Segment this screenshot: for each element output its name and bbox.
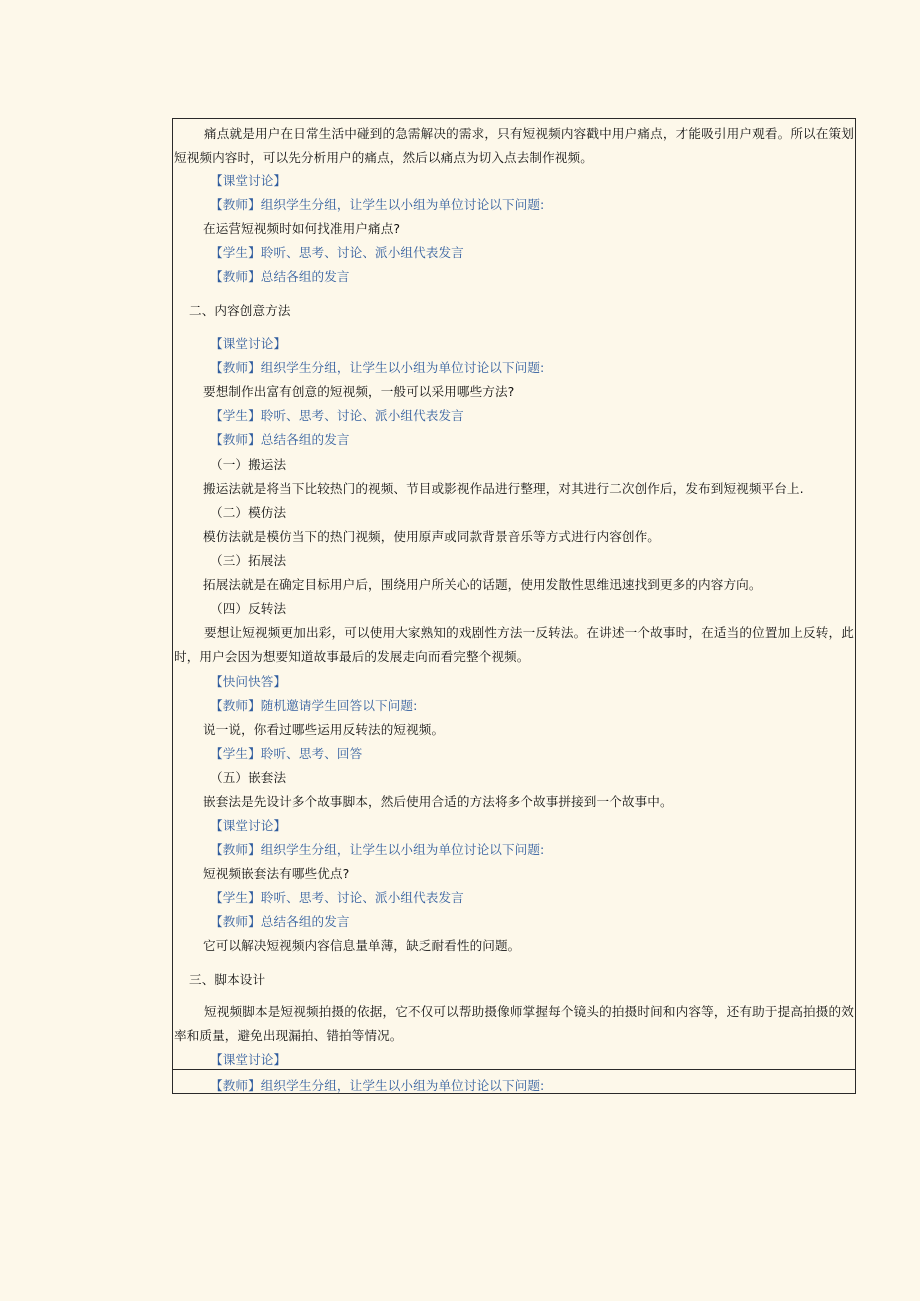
table-row-divider xyxy=(172,1069,856,1070)
discussion-question: 要想制作出富有创意的短视频，一般可以采用哪些方法? xyxy=(203,384,515,399)
note-teacher-task: 【教师】随机邀请学生回答以下问题: xyxy=(210,698,418,713)
method-description: 拓展法就是在确定目标用户后，围绕用户所关心的话题，使用发散性思维迅速找到更多的内容方向。 xyxy=(203,577,762,592)
note-student-activity: 【学生】聆听、思考、讨论、派小组代表发言 xyxy=(210,890,464,905)
note-teacher-task: 【教师】组织学生分组，让学生以小组为单位讨论以下问题: xyxy=(210,1078,545,1093)
section-heading: 三、脚本设计 xyxy=(189,972,266,987)
note-class-discussion: 【课堂讨论】 xyxy=(210,818,287,833)
subsection-heading: （四）反转法 xyxy=(210,601,287,616)
note-class-discussion: 【课堂讨论】 xyxy=(210,336,287,351)
discussion-answer: 它可以解决短视频内容信息量单薄，缺乏耐看性的问题。 xyxy=(203,938,521,953)
note-teacher-task: 【教师】组织学生分组，让学生以小组为单位讨论以下问题: xyxy=(210,197,545,212)
note-teacher-task: 【教师】组织学生分组，让学生以小组为单位讨论以下问题: xyxy=(210,842,545,857)
note-teacher-summary: 【教师】总结各组的发言 xyxy=(210,269,350,284)
note-student-activity: 【学生】聆听、思考、回答 xyxy=(210,746,363,761)
note-class-discussion: 【课堂讨论】 xyxy=(210,1052,287,1067)
paragraph-reversal-method: 要想让短视频更加出彩，可以使用大家熟知的戏剧性方法一反转法。在讲述一个故事时，在适当的位置加上反转，此时，用户会因为想要知道故事最后的发展走向而看完整个视频。 xyxy=(174,625,854,664)
note-teacher-summary: 【教师】总结各组的发言 xyxy=(210,432,350,447)
method-description: 搬运法就是将当下比较热门的视频、节目或影视作品进行整理，对其进行二次创作后，发布到短视频平台上. xyxy=(203,481,804,496)
subsection-heading: （一）搬运法 xyxy=(210,457,287,472)
note-student-activity: 【学生】聆听、思考、讨论、派小组代表发言 xyxy=(210,408,464,423)
note-quick-qa: 【快问快答】 xyxy=(210,674,287,689)
subsection-heading: （二）模仿法 xyxy=(210,505,287,520)
subsection-heading: （五）嵌套法 xyxy=(210,770,287,785)
note-class-discussion: 【课堂讨论】 xyxy=(210,173,287,188)
discussion-question: 短视频嵌套法有哪些优点? xyxy=(203,866,350,881)
discussion-question: 在运营短视频时如何找准用户痛点? xyxy=(203,221,401,236)
method-description: 模仿法就是模仿当下的热门视频，使用原声或同款背景音乐等方式进行内容创作。 xyxy=(203,529,660,544)
paragraph-pain-point: 痛点就是用户在日常生活中碰到的急需解决的需求，只有短视频内容戳中用户痛点，才能吸引用户观看。所以在策划短视频内容时，可以先分析用户的痛点，然后以痛点为切入点去制作视频。 xyxy=(174,126,854,165)
method-description: 嵌套法是先设计多个故事脚本，然后使用合适的方法将多个故事拼接到一个故事中。 xyxy=(203,794,673,809)
note-teacher-task: 【教师】组织学生分组，让学生以小组为单位讨论以下问题: xyxy=(210,360,545,375)
subsection-heading: （三）拓展法 xyxy=(210,553,287,568)
paragraph-script-design: 短视频脚本是短视频拍摄的依据，它不仅可以帮助摄像师掌握每个镜头的拍摄时间和内容等，还有助于提高拍摄的效率和质量，避免出现漏拍、错拍等情况。 xyxy=(174,1004,854,1043)
discussion-question: 说一说，你看过哪些运用反转法的短视频。 xyxy=(203,722,445,737)
section-heading: 二、内容创意方法 xyxy=(189,303,291,318)
note-teacher-summary: 【教师】总结各组的发言 xyxy=(210,914,350,929)
note-student-activity: 【学生】聆听、思考、讨论、派小组代表发言 xyxy=(210,245,464,260)
